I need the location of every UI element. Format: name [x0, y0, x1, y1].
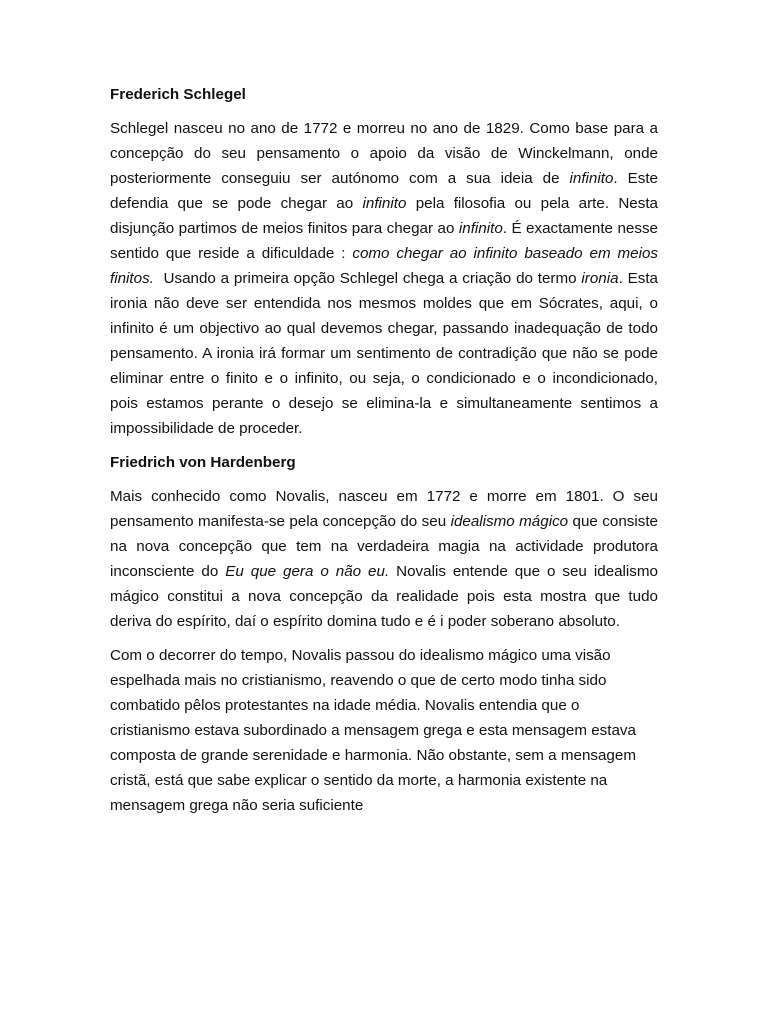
paragraph-novalis-1	[110, 484, 658, 634]
text-run: Mais conhecido como Novalis, nasceu em 1772 e morre em 1801. O seu pensamento manifesta-se pela concepção do seu	[110, 488, 658, 530]
italic-run: Eu que gera o não eu.	[225, 563, 390, 580]
italic-run: infinito	[569, 170, 614, 187]
paragraph-schlegel	[110, 116, 658, 441]
italic-run: infinito	[458, 220, 503, 237]
text-run: Com o decorrer do tempo, Novalis passou do idealismo mágico uma visão espelhada mais no cristianismo, reavendo o que de certo modo tinha sido combatido pêlos protestantes na idade média. Novalis entendia que o cristianismo estava subordinado a mensagem grega e esta mensagem estava composta de grande serenidade e harmonia. Não obstante, sem a mensagem cristã, está que sabe explicar o sentido da morte, a harmonia existente na mensagem grega não seria suficiente	[110, 647, 636, 814]
text-run: . Este defendia que se pode chegar ao	[110, 170, 658, 212]
section-heading-schlegel: Frederich Schlegel	[110, 86, 246, 103]
paragraph-novalis-2	[110, 643, 658, 818]
text-run: . É exactamente nesse sentido que reside a dificuldade :	[110, 220, 658, 262]
italic-run: como chegar ao infinito baseado em meios finitos.	[110, 245, 659, 287]
text-run: . Esta ironia não deve ser entendida nos mesmos moldes que em Sócrates, aqui, o infinito é um objectivo ao qual devemos chegar, passando inadequação de todo pensamento. A ironia irá formar um sentimento de contradição que não se pode eliminar entre o finito e o infinito, ou seja, o condicionado e o incondicionado, pois estamos perante o desejo se elimina-la e simultaneamente sentimos a impossibilidade de proceder.	[110, 270, 658, 437]
text-run: que consiste na nova concepção que tem na verdadeira magia na actividade produtora inconsciente do	[110, 513, 658, 580]
italic-run: ironia	[581, 270, 619, 287]
text-run: Usando a primeira opção Schlegel chega a criação do termo	[153, 270, 582, 287]
italic-run: idealismo mágico	[450, 513, 569, 530]
text-run: Schlegel nasceu no ano de 1772 e morreu no ano de 1829. Como base para a concepção do seu pensamento o apoio da visão de Winckelmann, onde posteriormente conseguiu ser autónomo com a sua ideia de	[110, 120, 658, 187]
italic-run: infinito	[362, 195, 407, 212]
text-run: Novalis entende que o seu idealismo mágico constitui a nova concepção da realidade pois esta mostra que tudo deriva do espírito, daí o espírito domina tudo e é i poder soberano absoluto.	[110, 563, 658, 630]
section-heading-hardenberg: Friedrich von Hardenberg	[110, 454, 296, 471]
text-run: pela filosofia ou pela arte. Nesta disjunção partimos de meios finitos para chegar ao	[110, 195, 659, 237]
